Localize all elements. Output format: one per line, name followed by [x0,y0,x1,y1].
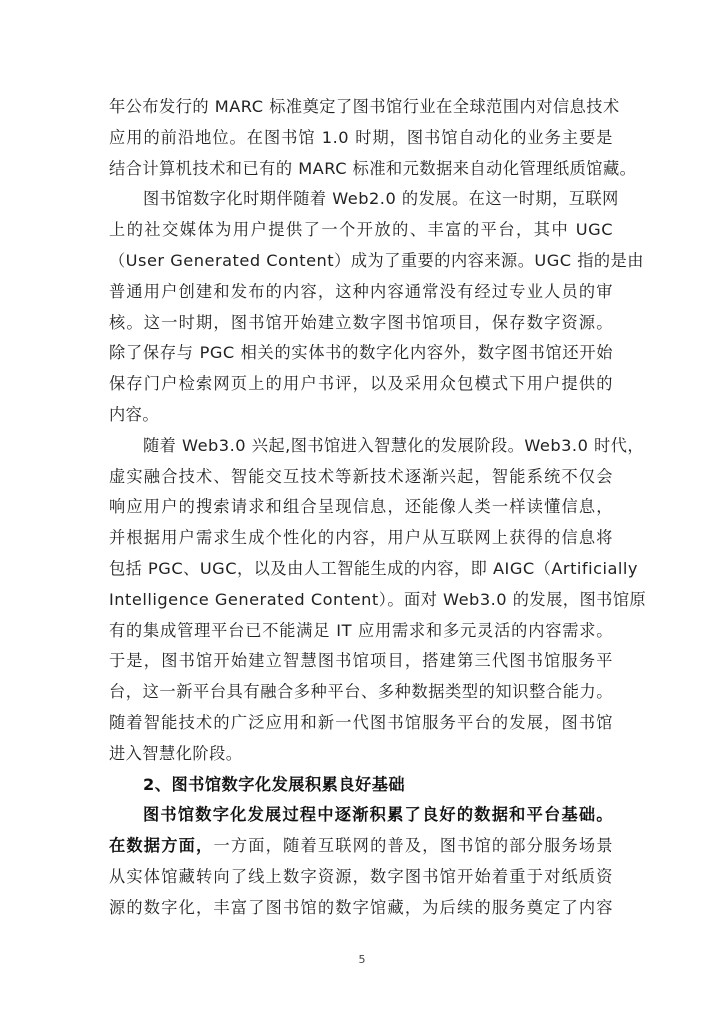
text-line: 台，这一新平台具有融合多种平台、多种数据类型的知识整合能力。 [109,682,613,702]
text-line: 内容。 [109,404,160,424]
paragraph-web3 [109,431,647,770]
bold-subheading-data: 在数据方面， [109,836,214,856]
text-line: 包括 PGC、UGC，以及由人工智能生成的内容，即 AIGC（Artificially [109,558,639,578]
text-line: 有的集成管理平台已不能满足 IT 应用需求和多元灵活的内容需求。 [109,620,613,640]
paragraph-marc [109,92,637,184]
text-run: 一方面，随着互联网的普及，图书馆的部分服务场景 [213,836,614,856]
text-line [109,831,613,862]
text-line: （User Generated Content）成为了重要的内容来源。UGC 指的是由 [109,250,644,270]
text-line: 进入智慧化阶段。 [109,743,243,763]
text-line: 随着智能技术的广泛应用和新一代图书馆服务平台的发展，图书馆 [109,712,613,732]
page-number: 5 [358,953,366,966]
text-line: Intelligence Generated Content）。面对 Web3.0 的发展，图书馆原 [109,589,647,609]
text-line: 随着 Web3.0 兴起,图书馆进入智慧化的发展阶段。Web3.0 时代， [143,435,645,455]
text-line: 从实体馆藏转向了线上数字资源，数字图书馆开始着重于对纸质资 [109,866,613,886]
text-line: 应用的前沿地位。在图书馆 1.0 时期，图书馆自动化的业务主要是 [109,127,613,147]
text-line: 保存门户检索网页上的用户书评，以及采用众包模式下用户提供的 [109,374,613,394]
text-line: 上的社交媒体为用户提供了一个开放的、丰富的平台，其中 UGC [109,220,613,240]
section-heading: 2、图书馆数字化发展积累良好基础 [143,774,406,794]
text-line: 普通用户创建和发布的内容，这种内容通常没有经过专业人员的审 [109,281,613,301]
paragraph-section-2 [109,800,613,923]
text-line: 于是，图书馆开始建立智慧图书馆项目，搭建第三代图书馆服务平 [109,651,613,671]
text-line: 图书馆数字化时期伴随着 Web2.0 的发展。在这一时期，互联网 [143,189,619,209]
text-line: 虚实融合技术、智能交互技术等新技术逐渐兴起，智能系统不仅会 [109,466,613,486]
text-line: 核。这一时期，图书馆开始建立数字图书馆项目，保存数字资源。 [109,312,613,332]
text-line: 除了保存与 PGC 相关的实体书的数字化内容外，数字图书馆还开始 [109,343,613,363]
text-line-bold-lead: 图书馆数字化发展过程中逐渐积累了良好的数据和平台基础。 [143,805,613,825]
text-line: 响应用户的搜索请求和组合呈现信息，还能像人类一样读懂信息， [109,497,613,517]
text-line: 并根据用户需求生成个性化的内容，用户从互联网上获得的信息将 [109,528,613,548]
document-page [109,92,647,924]
text-line: 年公布发行的 MARC 标准奠定了图书馆行业在全球范围内对信息技术 [109,97,620,116]
paragraph-web2 [109,184,644,430]
text-line: 结合计算机技术和已有的 MARC 标准和元数据来自动化管理纸质馆藏。 [109,158,637,178]
text-line: 源的数字化，丰富了图书馆的数字馆藏，为后续的服务奠定了内容 [109,897,613,917]
